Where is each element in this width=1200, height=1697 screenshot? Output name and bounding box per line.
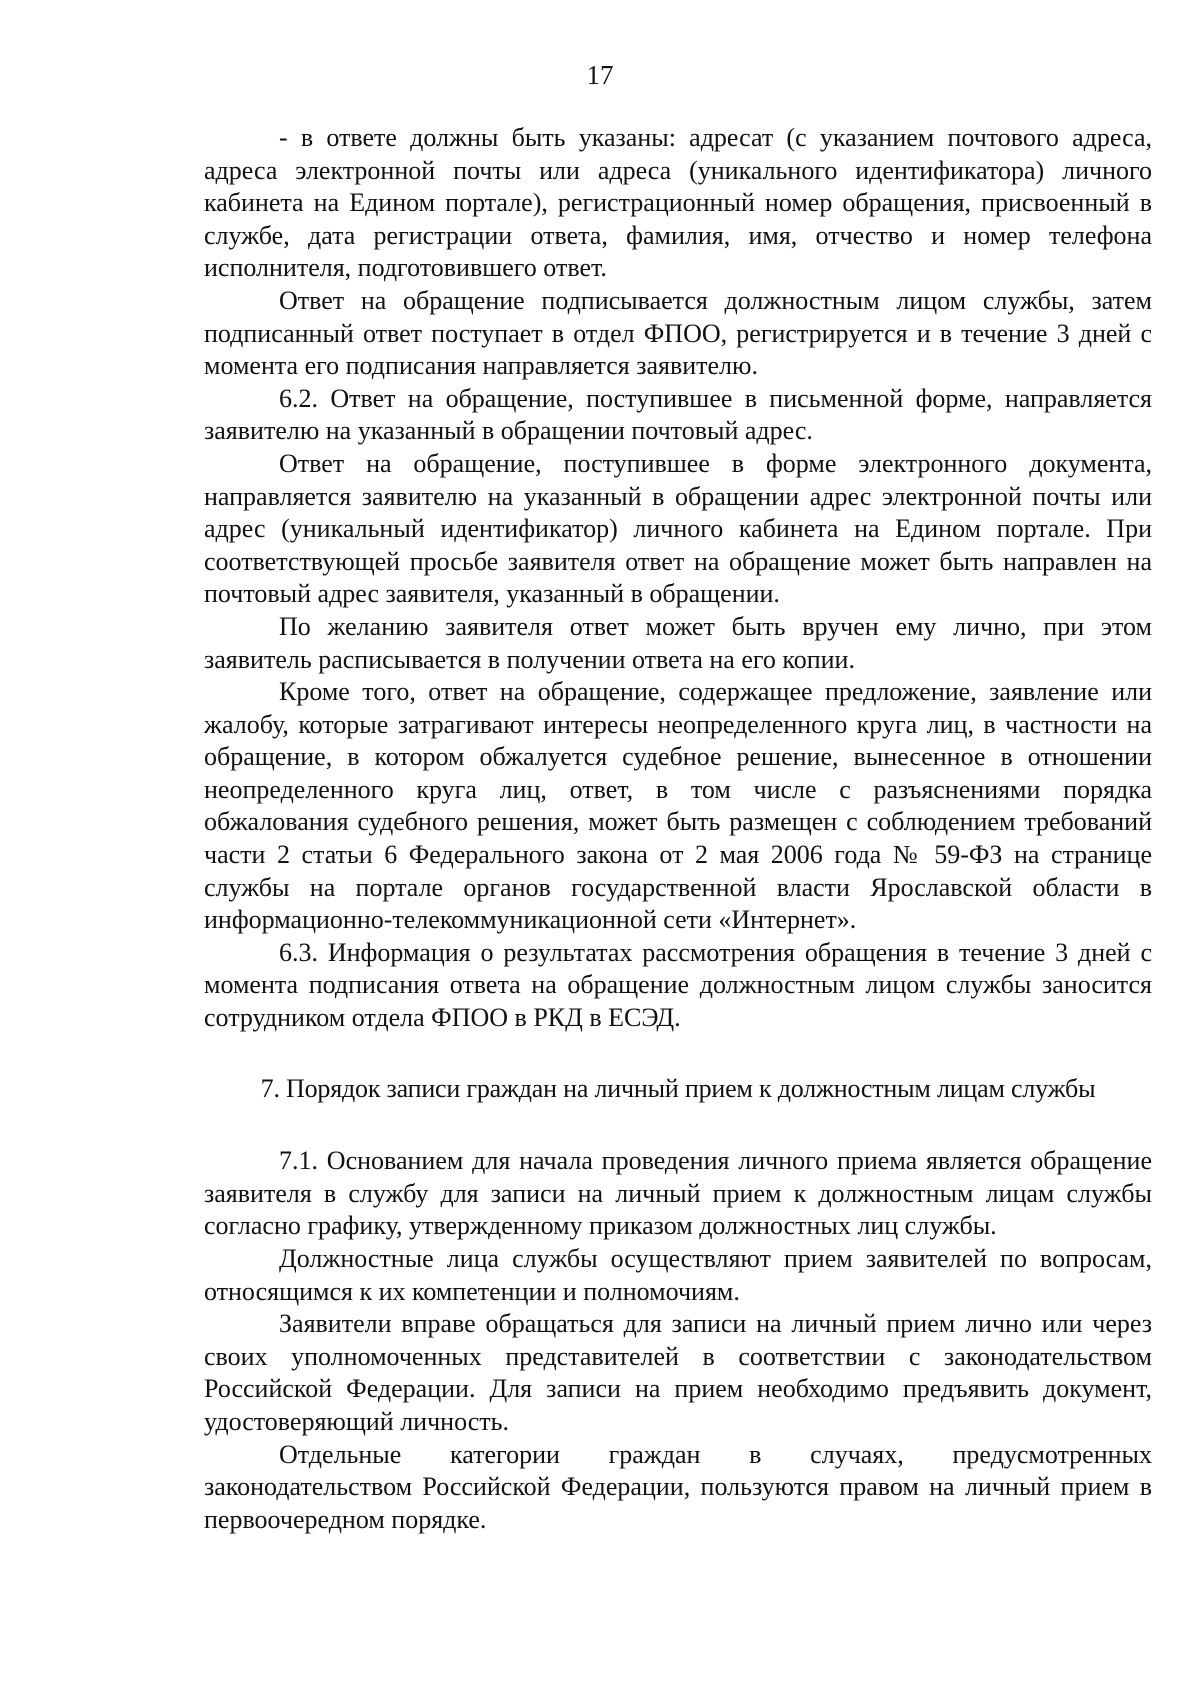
section-heading: 7. Порядок записи граждан на личный прием к должностным лицам службы: [260, 1073, 1096, 1103]
paragraph-officials-reception: Должностные лица службы осуществляют прием заявителей по вопросам, относящимся к их компетенции и полномочиям.: [204, 1244, 1152, 1306]
paragraph-6-3: 6.3. Информация о результатах рассмотрения обращения в течение 3 дней с момента подписания ответа на обращение должностным лицом службы заносится сотрудником отдела ФПОО в РКД в ЕСЭД.: [204, 937, 1152, 1033]
paragraph-public-posting: Кроме того, ответ на обращение, содержащее предложение, заявление или жалобу, которые затрагивают интересы неопределенного круга лиц, в частности на обращение, в котором обжалуется судебное решение, вынесенное в отношении неопределенного круга лиц, ответ, в том числе с разъяснениями порядка обжалования судебного решения, может быть размещен с соблюдением требований части 2 статьи 6 Федерального закона от 2 мая 2006 года № 59-ФЗ на странице службы на портале органов государственной власти Ярославской области в информационно-телекоммуникационной сети «Интернет».: [204, 677, 1152, 935]
paragraph-response-requirements: - в ответе должны быть указаны: адресат (с указанием почтового адреса, адреса электронной почты или адреса (уникального идентификатора) личного кабинета на Едином портале), регистрационный номер обращения, присвоенный в службе, дата регистрации ответа, фамилия, имя, отчество и номер телефона исполнителя, подготовившего ответ.: [204, 123, 1152, 283]
paragraph-priority-reception: Отдельные категории граждан в случаях, предусмотренных законодательством Российской Федерации, пользуются правом на личный прием в первоочередном порядке.: [204, 1439, 1152, 1534]
paragraph-electronic-response: Ответ на обращение, поступившее в форме электронного документа, направляется заявителю на указанный в обращении адрес электронной почты или адрес (уникальный идентификатор) личного кабинета на Едином портале. При соответствующей просьбе заявителя ответ на обращение может быть направлен на почтовый адрес заявителя, указанный в обращении.: [204, 448, 1152, 609]
paragraph-response-signing: Ответ на обращение подписывается должностным лицом службы, затем подписанный ответ поступает в отдел ФПОО, регистрируется и в течение 3 дней с момента его подписания направляется заявителю.: [204, 285, 1152, 381]
document-body: [204, 122, 1152, 1536]
paragraph-7-1: 7.1. Основанием для начала проведения личного приема является обращение заявителя в службу для записи на личный прием к должностным лицам службы согласно графику, утвержденному приказом должностных лиц службы.: [204, 1146, 1152, 1241]
paragraph-applicants-rights: Заявители вправе обращаться для записи на личный прием лично или через своих уполномоченных представителей в соответствии с законодательством Российской Федерации. Для записи на прием необходимо предъявить документ, удостоверяющий личность.: [204, 1309, 1152, 1436]
page-number: 17: [586, 60, 614, 90]
paragraph-personal-delivery: По желанию заявителя ответ может быть вручен ему лично, при этом заявитель расписывается в получении ответа на его копии.: [204, 611, 1152, 674]
paragraph-6-2: 6.2. Ответ на обращение, поступившее в письменной форме, направляется заявителю на указанный в обращении почтовый адрес.: [204, 383, 1152, 446]
